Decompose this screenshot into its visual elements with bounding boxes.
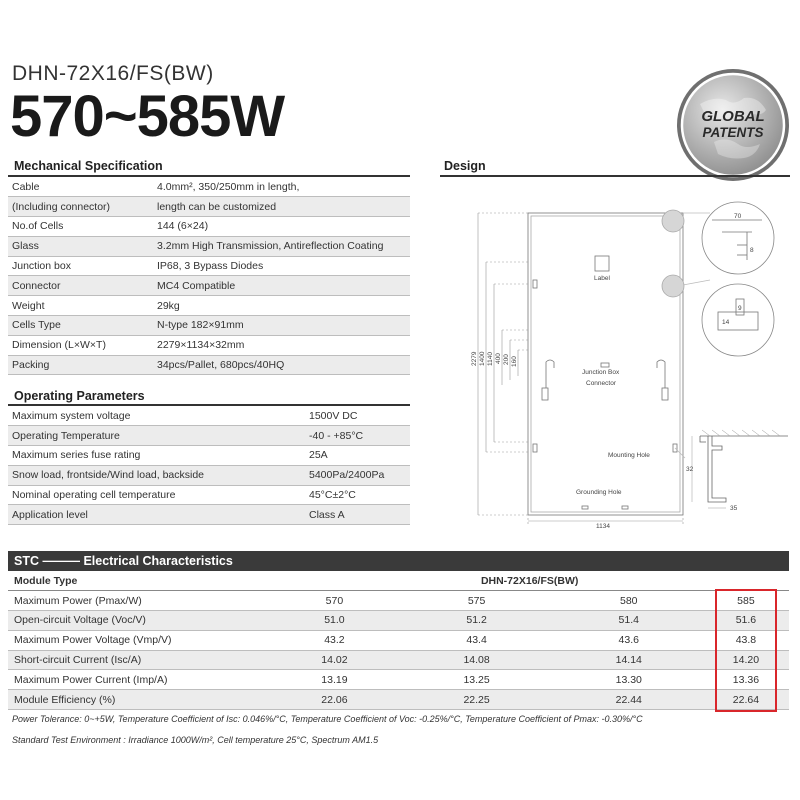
electrical-value: 51.0 bbox=[270, 611, 398, 631]
electrical-row bbox=[8, 630, 789, 650]
global-patents-badge bbox=[674, 66, 792, 184]
tolerance-note: Power Tolerance: 0~+5W, Temperature Coefficient of Isc: 0.046%/°C, Temperature Coefficient of Voc: -0.25%/°C, Temperature Coefficient of Pmax: -0.30%/°C bbox=[12, 714, 643, 724]
dim-width: 1134 bbox=[596, 523, 610, 530]
dim-32: 32 bbox=[686, 466, 694, 473]
mechanical-value: 2279×1134×32mm bbox=[153, 335, 410, 355]
operating-row bbox=[8, 465, 410, 485]
grounding-hole-text: Grounding Hole bbox=[576, 489, 622, 496]
dim-1140: 1140 bbox=[487, 352, 494, 366]
mechanical-label: Weight bbox=[8, 296, 153, 316]
electrical-value: 43.8 bbox=[703, 630, 789, 650]
operating-label: Snow load, frontside/Wind load, backside bbox=[8, 465, 305, 485]
operating-table bbox=[8, 406, 410, 525]
electrical-value: 13.30 bbox=[555, 670, 703, 690]
dim-70: 70 bbox=[734, 213, 742, 220]
operating-value: -40 - +85°C bbox=[305, 426, 410, 446]
electrical-value: 14.14 bbox=[555, 650, 703, 670]
label-box bbox=[595, 256, 609, 271]
electrical-row bbox=[8, 591, 789, 611]
dim-400: 400 bbox=[495, 353, 502, 364]
mechanical-label: Packing bbox=[8, 355, 153, 375]
electrical-value: 14.08 bbox=[398, 650, 554, 670]
electrical-row bbox=[8, 611, 789, 631]
dim-200: 200 bbox=[503, 354, 510, 365]
mechanical-row bbox=[8, 316, 410, 336]
mechanical-row bbox=[8, 197, 410, 217]
electrical-value: 13.19 bbox=[270, 670, 398, 690]
electrical-row bbox=[8, 690, 789, 710]
mechanical-label: Cells Type bbox=[8, 316, 153, 336]
mechanical-table bbox=[8, 177, 410, 375]
mechanical-value: 4.0mm², 350/250mm in length, bbox=[153, 177, 410, 197]
mechanical-row bbox=[8, 296, 410, 316]
operating-label: Operating Temperature bbox=[8, 426, 305, 446]
dim-35: 35 bbox=[730, 505, 738, 512]
electrical-label: Open-circuit Voltage (Voc/V) bbox=[8, 611, 270, 631]
operating-row bbox=[8, 485, 410, 505]
mechanical-value: 3.2mm High Transmission, Antireflection Coating bbox=[153, 236, 410, 256]
dim-160: 160 bbox=[511, 356, 518, 367]
mechanical-row bbox=[8, 276, 410, 296]
operating-label: Application level bbox=[8, 505, 305, 525]
design-title: Design bbox=[444, 159, 486, 173]
mechanical-label: Junction box bbox=[8, 256, 153, 276]
mechanical-row bbox=[8, 256, 410, 276]
dim-height: 2279 bbox=[471, 351, 478, 366]
dim-1400: 1400 bbox=[479, 351, 486, 366]
mechanical-label: Dimension (L×W×T) bbox=[8, 335, 153, 355]
mechanical-value: length can be customized bbox=[153, 197, 410, 217]
dim-9: 9 bbox=[738, 305, 742, 312]
mechanical-value: IP68, 3 Bypass Diodes bbox=[153, 256, 410, 276]
badge-line2: PATENTS bbox=[702, 125, 764, 140]
operating-value: 45°C±2°C bbox=[305, 485, 410, 505]
electrical-value: 13.36 bbox=[703, 670, 789, 690]
electrical-value: 13.25 bbox=[398, 670, 554, 690]
module-type-value: DHN-72X16/FS(BW) bbox=[270, 571, 789, 591]
operating-row bbox=[8, 406, 410, 426]
operating-label: Nominal operating cell temperature bbox=[8, 485, 305, 505]
electrical-row bbox=[8, 670, 789, 690]
operating-value: 1500V DC bbox=[305, 406, 410, 426]
electrical-value: 14.20 bbox=[703, 650, 789, 670]
mounting-hole-text: Mounting Hole bbox=[608, 452, 650, 459]
model-name: DHN-72X16/FS(BW) bbox=[12, 62, 214, 85]
electrical-value: 51.6 bbox=[703, 611, 789, 631]
mechanical-row bbox=[8, 177, 410, 197]
design-rule bbox=[440, 175, 790, 177]
panel-frame bbox=[528, 213, 683, 515]
electrical-row bbox=[8, 650, 789, 670]
electrical-value: 51.2 bbox=[398, 611, 554, 631]
electrical-label: Maximum Power Voltage (Vmp/V) bbox=[8, 630, 270, 650]
electrical-value: 22.64 bbox=[703, 690, 789, 710]
label-text: Label bbox=[594, 275, 610, 282]
electrical-label: Maximum Power (Pmax/W) bbox=[8, 591, 270, 611]
badge-line1: GLOBAL bbox=[701, 108, 765, 125]
mechanical-label: Connector bbox=[8, 276, 153, 296]
power-range: 570~585W bbox=[10, 84, 285, 149]
module-design-drawing bbox=[462, 180, 792, 530]
operating-value: 25A bbox=[305, 446, 410, 466]
operating-label: Maximum system voltage bbox=[8, 406, 305, 426]
junction-box-text: Junction Box bbox=[582, 369, 620, 376]
mechanical-row bbox=[8, 236, 410, 256]
electrical-value: 43.2 bbox=[270, 630, 398, 650]
electrical-value: 575 bbox=[398, 591, 554, 611]
operating-row bbox=[8, 426, 410, 446]
operating-label: Maximum series fuse rating bbox=[8, 446, 305, 466]
mechanical-value: 144 (6×24) bbox=[153, 217, 410, 237]
electrical-label: Module Efficiency (%) bbox=[8, 690, 270, 710]
mechanical-value: 29kg bbox=[153, 296, 410, 316]
electrical-value: 51.4 bbox=[555, 611, 703, 631]
electrical-value: 580 bbox=[555, 591, 703, 611]
electrical-value: 22.25 bbox=[398, 690, 554, 710]
operating-title: Operating Parameters bbox=[14, 389, 145, 403]
mechanical-value: N-type 182×91mm bbox=[153, 316, 410, 336]
electrical-table bbox=[8, 571, 789, 710]
operating-value: 5400Pa/2400Pa bbox=[305, 465, 410, 485]
electrical-value: 22.06 bbox=[270, 690, 398, 710]
electrical-value: 43.4 bbox=[398, 630, 554, 650]
electrical-label: Short-circuit Current (Isc/A) bbox=[8, 650, 270, 670]
operating-row bbox=[8, 446, 410, 466]
mechanical-title: Mechanical Specification bbox=[14, 159, 163, 173]
mechanical-label: Cable bbox=[8, 177, 153, 197]
module-type-row bbox=[8, 571, 789, 591]
test-environment-note: Standard Test Environment : Irradiance 1000W/m², Cell temperature 25°C, Spectrum AM1.5 bbox=[12, 735, 379, 745]
mechanical-label: No.of Cells bbox=[8, 217, 153, 237]
dim-14: 14 bbox=[722, 319, 730, 326]
operating-row bbox=[8, 505, 410, 525]
electrical-value: 22.44 bbox=[555, 690, 703, 710]
mechanical-row bbox=[8, 335, 410, 355]
mechanical-value: MC4 Compatible bbox=[153, 276, 410, 296]
mounting-detail bbox=[702, 284, 774, 356]
mechanical-row bbox=[8, 217, 410, 237]
dim-8: 8 bbox=[750, 247, 754, 254]
connector-text: Connector bbox=[586, 380, 616, 387]
mechanical-row bbox=[8, 355, 410, 375]
stc-title-bar: STC ——— Electrical Characteristics bbox=[8, 551, 789, 571]
highlight-box bbox=[715, 589, 777, 712]
operating-value: Class A bbox=[305, 505, 410, 525]
mechanical-value: 34pcs/Pallet, 680pcs/40HQ bbox=[153, 355, 410, 375]
electrical-value: 570 bbox=[270, 591, 398, 611]
mechanical-label: (Including connector) bbox=[8, 197, 153, 217]
electrical-label: Maximum Power Current (Imp/A) bbox=[8, 670, 270, 690]
module-type-label: Module Type bbox=[8, 571, 270, 591]
mechanical-label: Glass bbox=[8, 236, 153, 256]
electrical-value: 585 bbox=[703, 591, 789, 611]
electrical-value: 14.02 bbox=[270, 650, 398, 670]
electrical-value: 43.6 bbox=[555, 630, 703, 650]
